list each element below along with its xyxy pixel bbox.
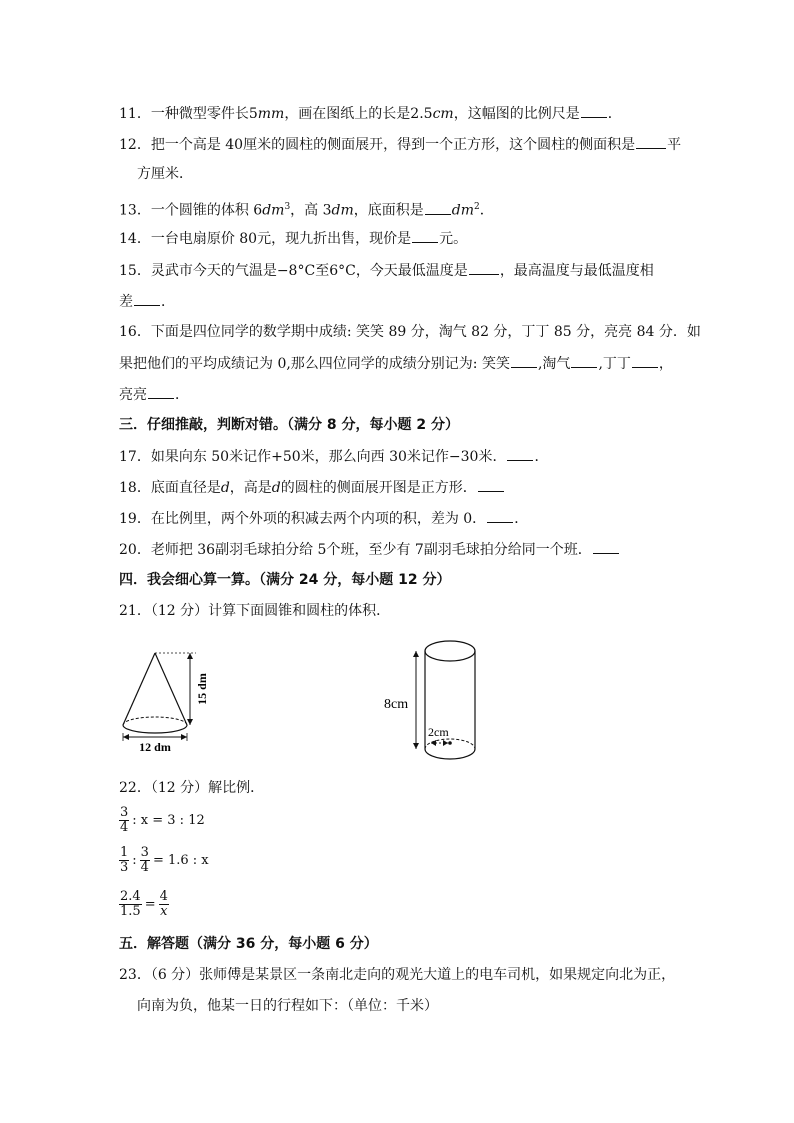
- question-11: 11．一种微型零件长5mm，画在图纸上的长是2.5cm，这幅图的比例尺是 ．: [119, 103, 622, 124]
- cylinder-figure: [380, 630, 480, 770]
- question-12-cont: 方厘米．: [137, 166, 193, 182]
- question-12: 12．把一个高是 40厘米的圆柱的侧面展开，得到一个正方形，这个圆柱的侧面积是 平: [119, 134, 681, 155]
- question-18: 18．底面直径是d，高是d的圆柱的侧面展开图是正方形．: [119, 477, 505, 498]
- question-15-cont: 差 ．: [119, 291, 175, 312]
- question-16: 16．下面是四位同学的数学期中成绩: 笑笑 89 分，淘气 82 分，丁丁 85 分，亮亮 84 分．如: [119, 324, 701, 340]
- question-23: 23．（6 分）张师傅是某景区一条南北走向的观光大道上的电车司机，如果规定向北为正，: [119, 967, 676, 983]
- cylinder-height-label: 8cm: [384, 697, 409, 712]
- answer-blank[interactable]: [134, 291, 160, 306]
- cone-diameter-label: 12 dm: [139, 740, 171, 754]
- cone-height-label: 15 dm: [195, 673, 209, 705]
- question-22: 22．（12 分）解比例．: [119, 780, 265, 796]
- answer-blank[interactable]: [507, 446, 533, 461]
- answer-blank[interactable]: [593, 539, 619, 554]
- equation-2: $\frac{1}{3}$ : $\frac{3}{4}$ = 1.6 : x: [120, 845, 209, 875]
- cylinder-radius-label: 2cm: [428, 725, 449, 739]
- question-16-cont: 果把他们的平均成绩记为 0,那么四位同学的成绩分别记为: 笑笑 ,淘气 ,丁丁 ，: [119, 353, 673, 374]
- answer-blank[interactable]: [469, 260, 499, 275]
- equation-3: $\frac{2.4}{1.5}$ = $\frac{4}{x}$: [120, 889, 168, 919]
- section-4-heading: 四．我会细心算一算。（满分 24 分，每小题 12 分）: [119, 572, 451, 588]
- fraction: $\frac{3}{4}$: [140, 845, 149, 875]
- question-23-cont: 向南为负，他某一日的行程如下：（单位：千米）: [137, 998, 438, 1014]
- question-21: 21．（12 分）计算下面圆锥和圆柱的体积．: [119, 603, 391, 619]
- question-19: 19．在比例里，两个外项的积减去两个内项的积，差为 0． ．: [119, 508, 528, 529]
- answer-blank[interactable]: [487, 508, 513, 523]
- answer-blank[interactable]: [148, 384, 174, 399]
- answer-blank[interactable]: [412, 228, 438, 243]
- question-15: 15．灵武市今天的气温是−8°C至6°C，今天最低温度是 ，最高温度与最低温度相: [119, 260, 654, 281]
- answer-blank[interactable]: [511, 353, 537, 368]
- section-5-heading: 五．解答题（满分 36 分，每小题 6 分）: [119, 936, 378, 952]
- question-16-cont2: 亮亮 ．: [119, 384, 189, 405]
- answer-blank[interactable]: [581, 103, 607, 118]
- section-3-heading: 三．仔细推敲，判断对错。（满分 8 分，每小题 2 分）: [119, 417, 459, 433]
- fraction: $\frac{3}{4}$: [120, 805, 129, 835]
- fraction: $\frac{2.4}{1.5}$: [120, 889, 141, 919]
- equation-1: $\frac{3}{4}$ : x = 3 : 12: [120, 805, 205, 835]
- answer-blank[interactable]: [571, 353, 597, 368]
- question-17: 17．如果向东 50米记作+50米，那么向西 30米记作−30米． ．: [119, 446, 548, 467]
- fraction: $\frac{1}{3}$: [120, 845, 129, 875]
- cone-figure: [110, 645, 220, 755]
- fraction: $\frac{4}{x}$: [159, 889, 168, 919]
- answer-blank[interactable]: [636, 134, 666, 149]
- question-20: 20．老师把 36副羽毛球拍分给 5个班，至少有 7副羽毛球拍分给同一个班．: [119, 539, 620, 560]
- question-14: 14．一台电扇原价 80元，现九折出售，现价是 元。: [119, 228, 467, 249]
- answer-blank[interactable]: [632, 353, 658, 368]
- answer-blank[interactable]: [478, 477, 504, 492]
- question-13: 13．一个圆锥的体积 $6dm^3$，高 3dm，底面积是 $dm^2$．: [119, 197, 494, 221]
- answer-blank[interactable]: [425, 200, 451, 215]
